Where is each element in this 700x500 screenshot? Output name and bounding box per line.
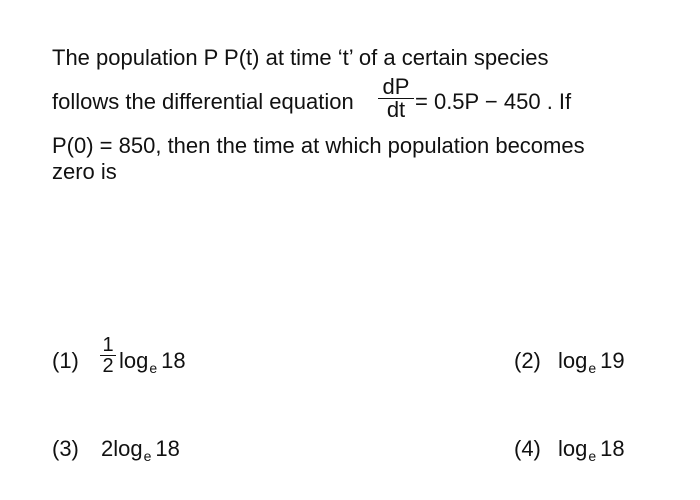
log-base: e [149,360,158,376]
option-4-label: (4) [514,436,541,461]
log-base: e [588,448,597,464]
option-1-fraction [100,335,116,376]
log-argument: 18 [600,436,625,461]
derivative-fraction [378,76,414,121]
question-line-4: zero is [52,159,117,184]
log-text: log [119,348,149,373]
log-text: log [558,348,588,373]
option-3-expression [101,436,180,464]
option-1-expression [119,348,186,376]
option-1-fraction-denominator: 2 [102,355,114,377]
option-2-expression [558,348,625,376]
option-1-label: (1) [52,348,79,373]
option-3-label: (3) [52,436,79,461]
derivative-numerator: dP [382,74,410,99]
option-4-expression [558,436,625,464]
log-text: log [558,436,588,461]
log-argument: 18 [161,348,186,373]
log-base: e [143,448,152,464]
coefficient: 2 [101,436,114,461]
question-line-2-prefix: follows the differential equation [52,89,354,114]
option-2-label: (2) [514,348,541,373]
question-line-3: P(0) = 850, then the time at which population becomes [52,133,585,158]
log-argument: 19 [600,348,625,373]
log-text: log [113,436,143,461]
derivative-denominator: dt [386,97,406,122]
log-argument: 18 [155,436,180,461]
option-1-fraction-numerator: 1 [102,334,114,356]
equation-rhs: = 0.5P − 450 . If [415,89,572,114]
question-line-1: The population P P(t) at time ‘t’ of a certain species [52,45,549,70]
log-base: e [588,360,597,376]
